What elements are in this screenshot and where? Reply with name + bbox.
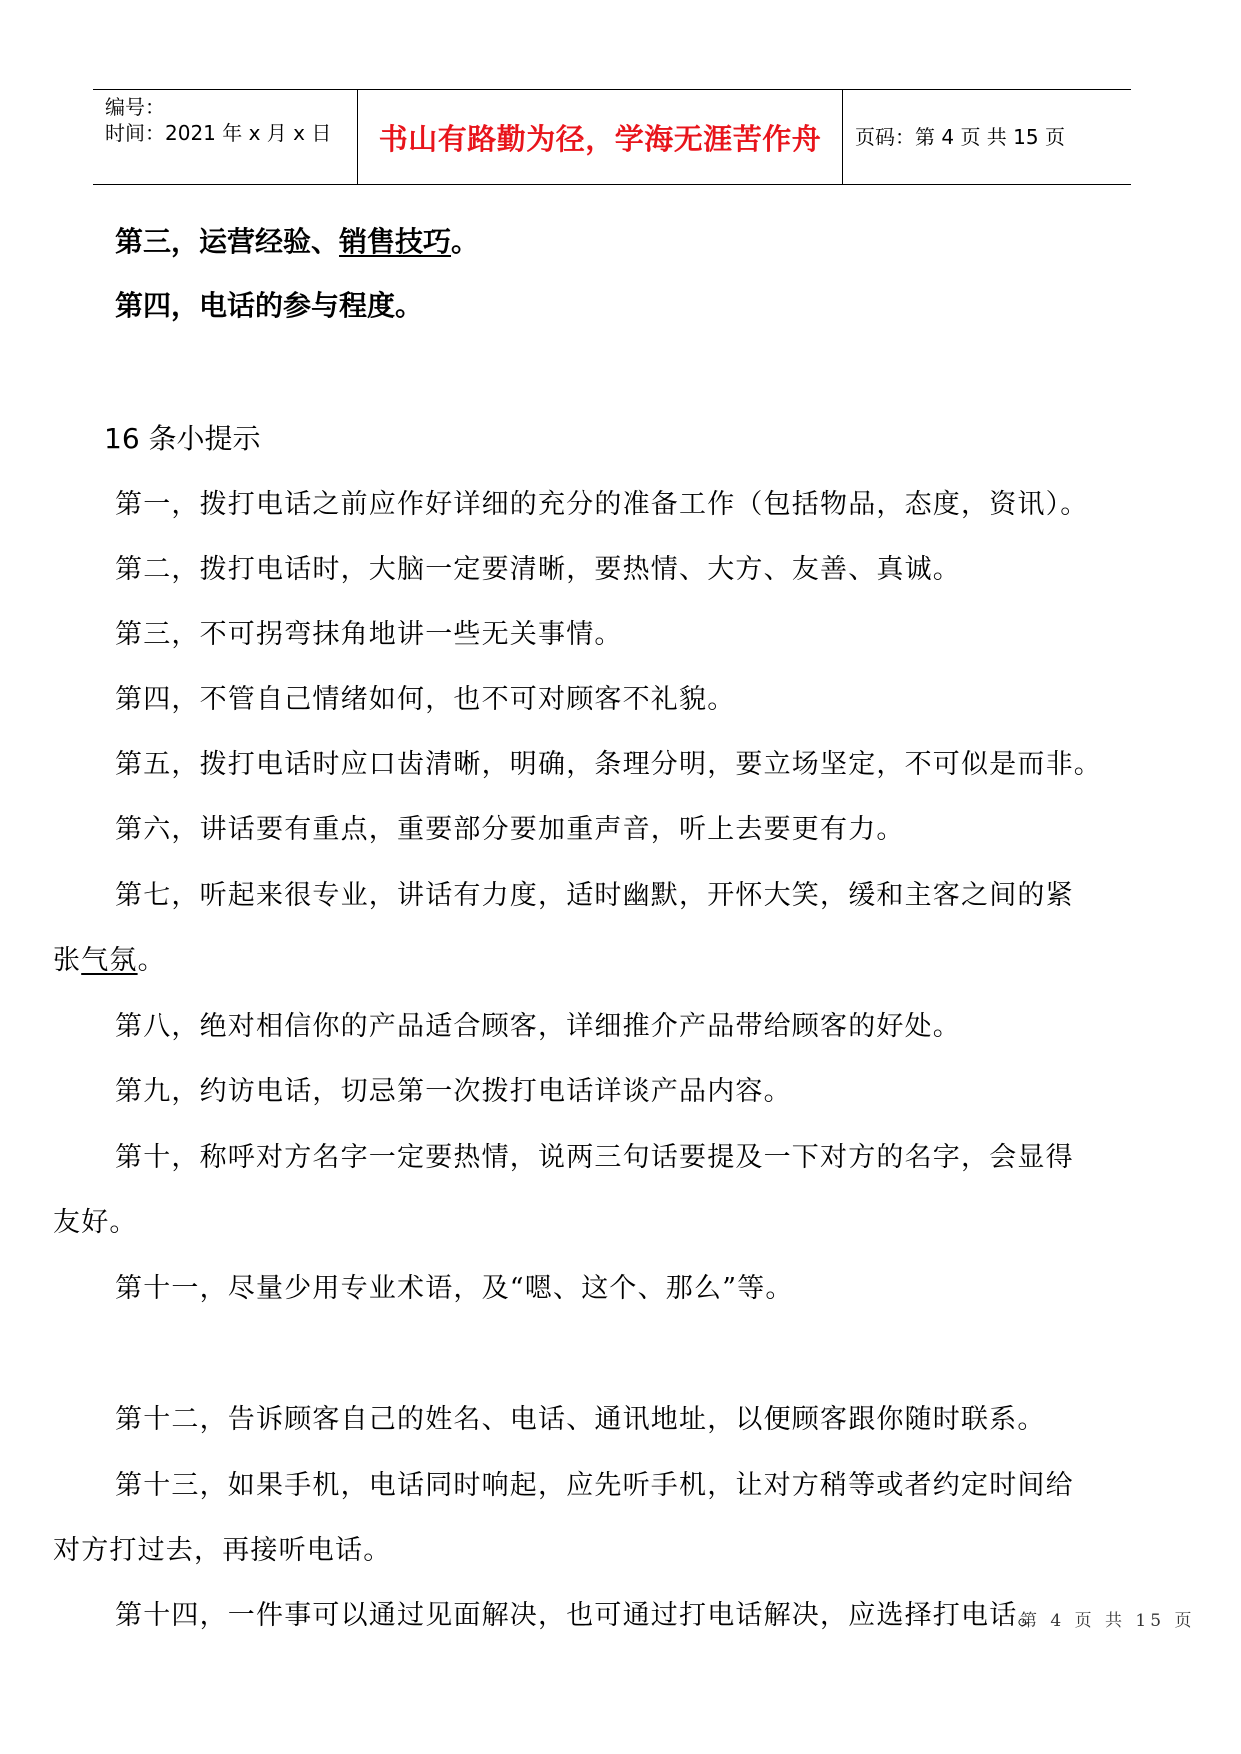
- tips-heading: 16 条小提示: [104, 422, 261, 455]
- bold-item-third-underlined: 销售技巧: [339, 225, 452, 258]
- tip-8: 第八，绝对相信你的产品适合顾客，详细推介产品带给顾客的好处。: [115, 1011, 961, 1042]
- tip-3: 第三，不可拐弯抹角地讲一些无关事情。: [115, 619, 623, 650]
- header-page-label: 页码：第 4 页 共 15 页: [855, 125, 1065, 149]
- tip-10-line-1: 第十，称呼对方名字一定要热情，说两三句话要提及一下对方的名字，会显得: [115, 1142, 1074, 1173]
- tip-13-line-1: 第十三，如果手机，电话同时响起，应先听手机，让对方稍等或者约定时间给: [115, 1470, 1074, 1501]
- tip-6: 第六，讲话要有重点，重要部分要加重声音，听上去要更有力。: [115, 814, 905, 845]
- tip-14: 第十四，一件事可以通过见面解决，也可通过打电话解决，应选择打电话。: [115, 1600, 1046, 1631]
- tip-11: 第十一，尽量少用专业术语，及“嗯、这个、那么”等。: [115, 1273, 794, 1304]
- bold-item-third-suffix: 。: [451, 225, 480, 258]
- tip-1: 第一，拨打电话之前应作好详细的充分的准备工作（包括物品，态度，资讯）。: [115, 489, 1089, 520]
- tip-9: 第九，约访电话，切忌第一次拨打电话详谈产品内容。: [115, 1076, 792, 1107]
- bold-item-fourth: 第四，电话的参与程度。: [115, 289, 424, 322]
- tip-10-line-2: 友好。: [53, 1207, 138, 1238]
- tip-7-line-1: 第七，听起来很专业，讲话有力度，适时幽默，开怀大笑，缓和主客之间的紧: [115, 880, 1074, 911]
- tip-5: 第五，拨打电话时应口齿清晰，明确，条理分明，要立场坚定，不可似是而非。: [115, 749, 1102, 780]
- tip-13-line-2: 对方打过去，再接听电话。: [53, 1535, 392, 1566]
- tip-12: 第十二，告诉顾客自己的姓名、电话、通讯地址，以便顾客跟你随时联系。: [115, 1404, 1046, 1435]
- tip-7-underlined-word: 气氛: [81, 945, 138, 976]
- tip-4: 第四，不管自己情绪如何，也不可对顾客不礼貌。: [115, 684, 736, 715]
- bold-item-third: [115, 222, 479, 262]
- tip-7-line-2-prefix: 张: [53, 945, 82, 976]
- header-time-label: 时间：2021 年 x 月 x 日: [105, 121, 332, 145]
- header-motto: 书山有路勤为径，学海无涯苦作舟: [378, 121, 822, 156]
- tip-7-line-2: [53, 941, 166, 981]
- bold-item-third-prefix: 第三，运营经验、: [115, 225, 340, 258]
- header-number-label: 编号：: [105, 95, 165, 119]
- page-footer: 第 4 页 共 15 页: [1020, 1611, 1196, 1631]
- tip-7-line-2-suffix: 。: [137, 945, 166, 976]
- tip-2: 第二，拨打电话时，大脑一定要清晰，要热情、大方、友善、真诚。: [115, 554, 961, 585]
